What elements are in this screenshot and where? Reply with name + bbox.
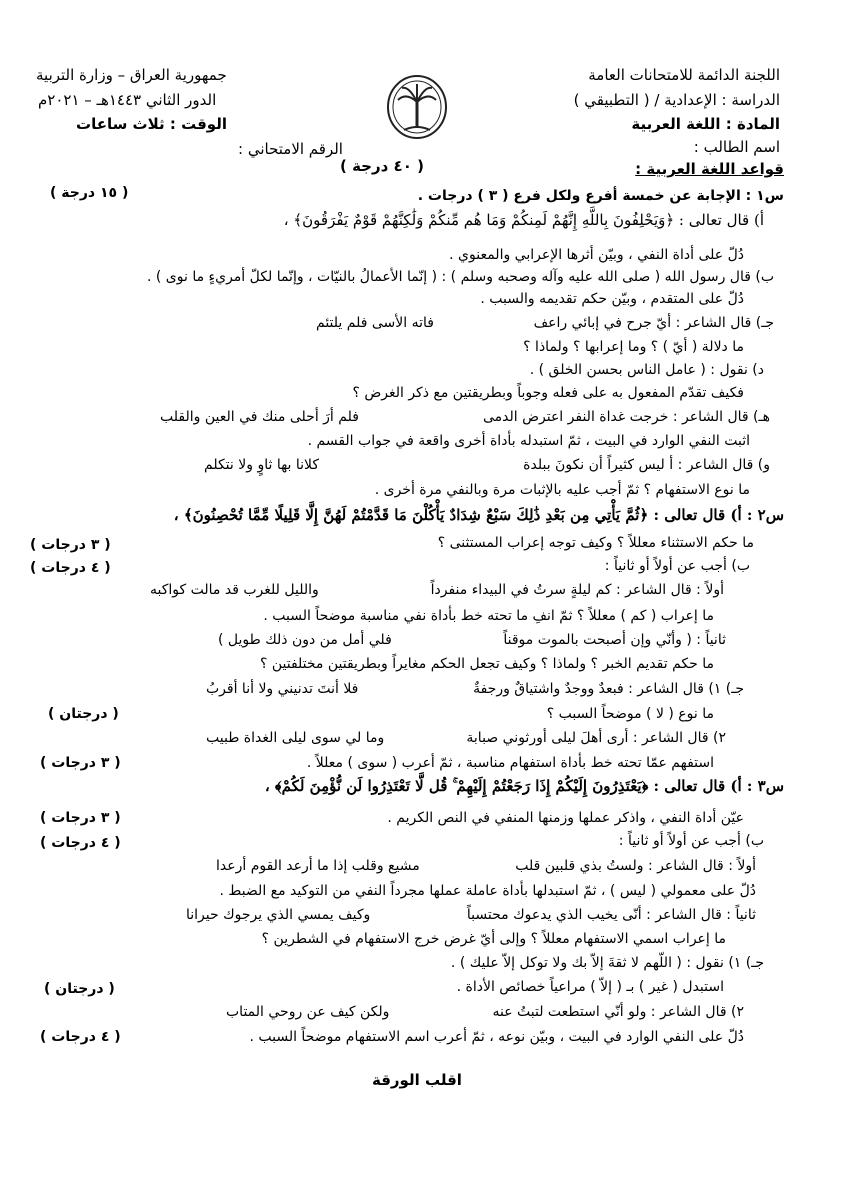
- q1c-question: ما دلالة ( أيّ ) ؟ وما إعرابها ؟ ولماذا ؟: [523, 339, 744, 355]
- q1a-question: دُلّ على أداة النفي ، وبيّن أثرها الإعرابي والمعنوي .: [449, 247, 744, 263]
- q1f-verse-first: و) قال الشاعر : أ ليس كثيراً أن نكونَ ببلدة: [523, 457, 770, 473]
- q2b2-verse-second: فلي أمل من دون ذلك طويل ): [218, 632, 392, 648]
- subject: المادة : اللغة العربية: [631, 115, 780, 133]
- q2a-question: ما حكم الاستثناء معللاً ؟ وكيف توجه إعراب المستثنى ؟: [437, 535, 754, 551]
- mark-q3c1: ( درجتان ): [44, 981, 115, 997]
- q1c-verse-first: جـ) قال الشاعر : أيّ جرح في إبائي راعف: [533, 315, 774, 331]
- q1d-statement: د) نقول : ( عامل الناس بحسن الخلق ) .: [529, 362, 764, 378]
- mark-q2c2: ( ٣ درجات ): [40, 755, 121, 771]
- q3c2-verse-first: ٢) قال الشاعر : ولو أنّي استطعت لتبتُ عنه: [492, 1004, 744, 1020]
- q3b2-verse-second: وكيف يمسي الذي يرجوك حيرانا: [186, 907, 371, 923]
- q1f-question: ما نوع الاستفهام ؟ ثمّ أجب عليه بالإثبات مرة وبالنفي مرة أخرى .: [374, 482, 750, 498]
- q3b2-question: ما إعراب اسمي الاستفهام معللاً ؟ وإلى أيّ غرض خرج الاستفهام في الشطرين ؟: [261, 931, 726, 947]
- q2a-verse: س٢ : أ) قال تعالى : ﴿ثُمَّ يَأْتِي مِن بَعْدِ ذَٰلِكَ سَبْعٌ شِدَادٌ يَأْكُلْنَ مَا قَدَّمْتُمْ لَهُنَّ إِلَّا قَلِيلًا مِّمَّا تُحْصِنُونَ﴾ ،: [173, 506, 784, 524]
- study-branch: الدراسة : الإعدادية / ( التطبيقي ): [573, 91, 780, 109]
- q3a-question: عيّن أداة النفي ، واذكر عملها وزمنها المنفي في النص الكريم .: [387, 810, 744, 826]
- q1a-verse: أ) قال تعالى : ﴿وَيَحْلِفُونَ بِاللَّهِ إِنَّهُمْ لَمِنكُمْ وَمَا هُم مِّنكُمْ وَلَٰكِنَّهُمْ قَوْمٌ يَفْرَقُونَ﴾ ،: [283, 211, 764, 229]
- mark-q2a: ( ٣ درجات ): [30, 537, 111, 553]
- exam-duration: الوقت : ثلاث ساعات: [76, 115, 227, 133]
- q2c2-verse-first: ٢) قال الشاعر : أرى أهلَ ليلى أورثوني صبابة: [466, 730, 726, 746]
- section-title: قواعد اللغة العربية :: [635, 160, 784, 178]
- q2c1-question: ما نوع ( لا ) موضحاً السبب ؟: [546, 706, 714, 722]
- q3c2-question: دُلّ على النفي الوارد في البيت ، وبيّن نوعه ، ثمّ أعرب اسم الاستفهام موضحاً السبب .: [249, 1029, 744, 1045]
- q2b1-question: ما إعراب ( كم ) معللاً ؟ ثمّ انفِ ما تحته خط بأداة نفي مناسبة موضحاً السبب .: [263, 608, 714, 624]
- ministry: جمهورية العراق – وزارة التربية: [36, 66, 227, 84]
- q1b-hadith: ب) قال رسول الله ( صلى الله عليه وآله وصحبه وسلم ) : ( إنّما الأعمالُ بالنيّات ، وإنّما لكلّ أمريءٍ ما نوى ) .: [146, 269, 774, 285]
- q1c-verse-second: فاته الأسى فلم يلتئم: [316, 315, 434, 331]
- q1e-question: اثبت النفي الوارد في البيت ، ثمّ استبدله بأداة أخرى واقعة في جواب القسم .: [307, 433, 750, 449]
- palm-tree-seal-icon: [384, 72, 450, 142]
- mark-q3b: ( ٤ درجات ): [40, 835, 121, 851]
- q1b-question: دُلّ على المتقدم ، وبيّن حكم تقديمه والسبب .: [480, 291, 744, 307]
- q3a-verse: س٣ : أ) قال تعالى : ﴿يَعْتَذِرُونَ إِلَيْكُمْ إِذَا رَجَعْتُمْ إِلَيْهِمْ ۚ قُل لَّا تَعْتَذِرُوا لَن نُّؤْمِنَ لَكُمْ﴾ ،: [264, 777, 784, 795]
- turn-page-note: اقلب الورقة: [372, 1071, 462, 1089]
- q2b1-verse-first: أولاً : قال الشاعر : كم ليلةٍ سرتُ في البيداء منفرداً: [430, 582, 724, 598]
- q3b1-question: دُلّ على معمولي ( ليس ) ، ثمّ استبدلها بأداة عاملة عملها مجرداً النفي من التوكيد مع الضبط .: [219, 883, 756, 899]
- q2c2-verse-second: وما لي سوى ليلى الغداة طبيب: [206, 730, 385, 746]
- q3b2-verse-first: ثانياً : قال الشاعر : أنّى يخيب الذي يدعوك محتسباً: [466, 907, 756, 923]
- mark-q2c1: ( درجتان ): [48, 706, 119, 722]
- q2b-instructions: ب) أجب عن أولاً أو ثانياً :: [604, 558, 750, 574]
- q3b-instructions: ب) أجب عن أولاً أو ثانياً :: [618, 833, 764, 849]
- mark-q3a: ( ٣ درجات ): [40, 810, 121, 826]
- exam-number-label: الرقم الامتحاني :: [238, 140, 343, 158]
- exam-session: الدور الثاني ١٤٤٣هـ – ٢٠٢١م: [38, 91, 217, 109]
- q3b1-verse-first: أولاً : قال الشاعر : ولستُ بذي قلبين قلب: [515, 858, 756, 874]
- q2c2-question: استفهم عمّا تحته خط بأداة استفهام مناسبة ، ثمّ أعرب ( سوى ) معللاً .: [306, 755, 714, 771]
- q1e-verse-second: فلم أرَ أحلى منك في العين والقلب: [160, 409, 359, 425]
- q2b1-verse-second: والليل للغرب قد مالت كواكبه: [150, 582, 319, 598]
- q3c2-verse-second: ولكن كيف عن روحي المتاب: [226, 1004, 390, 1020]
- q1f-verse-second: كلانا بها ثاوٍ ولا نتكلم: [204, 457, 320, 473]
- q3c1-question: استبدل ( غير ) بـ ( إلاّ ) مراعياً خصائص الأداة .: [456, 979, 724, 995]
- q1e-verse-first: هـ) قال الشاعر : خرجت غداة النفر اعترض الدمى: [482, 409, 770, 425]
- mark-q3c2: ( ٤ درجات ): [40, 1029, 121, 1045]
- committee-name: اللجنة الدائمة للامتحانات العامة: [588, 66, 780, 84]
- q2b2-question: ما حكم تقديم الخبر ؟ ولماذا ؟ وكيف تجعل الحكم مغايراً وبطريقتين مختلفتين ؟: [259, 656, 714, 672]
- q2c1-verse-second: فلا أنتَ تدنيني ولا أنا أقربُ: [206, 681, 359, 697]
- mark-q2b: ( ٤ درجات ): [30, 560, 111, 576]
- total-marks: ( ٤٠ درجة ): [340, 157, 424, 175]
- q1d-question: فكيف تقدّم المفعول به على فعله وجوباً وبطريقتين مع ذكر الغرض ؟: [352, 385, 744, 401]
- q1-instructions: س١ : الإجابة عن خمسة أفرع ولكل فرع ( ٣ ) درجات .: [417, 188, 784, 204]
- student-name-label: اسم الطالب :: [693, 138, 780, 156]
- q2b2-verse-first: ثانياً : ( وأنّي وإن أصبحت بالموت موقناً: [503, 632, 726, 648]
- q2c1-verse-first: جـ) ١) قال الشاعر : فبعدٌ ووجدٌ واشتياقٌ ورجفةٌ: [473, 681, 744, 697]
- q3b1-verse-second: مشيع وقلب إذا ما أرعد القوم أرعدا: [216, 858, 420, 874]
- mark-q1: ( ١٥ درجة ): [50, 185, 129, 201]
- q3c1-statement: جـ) ١) نقول : ( اللّهم لا ثقةَ إلاّ بك ولا توكل إلاّ عليك ) .: [450, 955, 764, 971]
